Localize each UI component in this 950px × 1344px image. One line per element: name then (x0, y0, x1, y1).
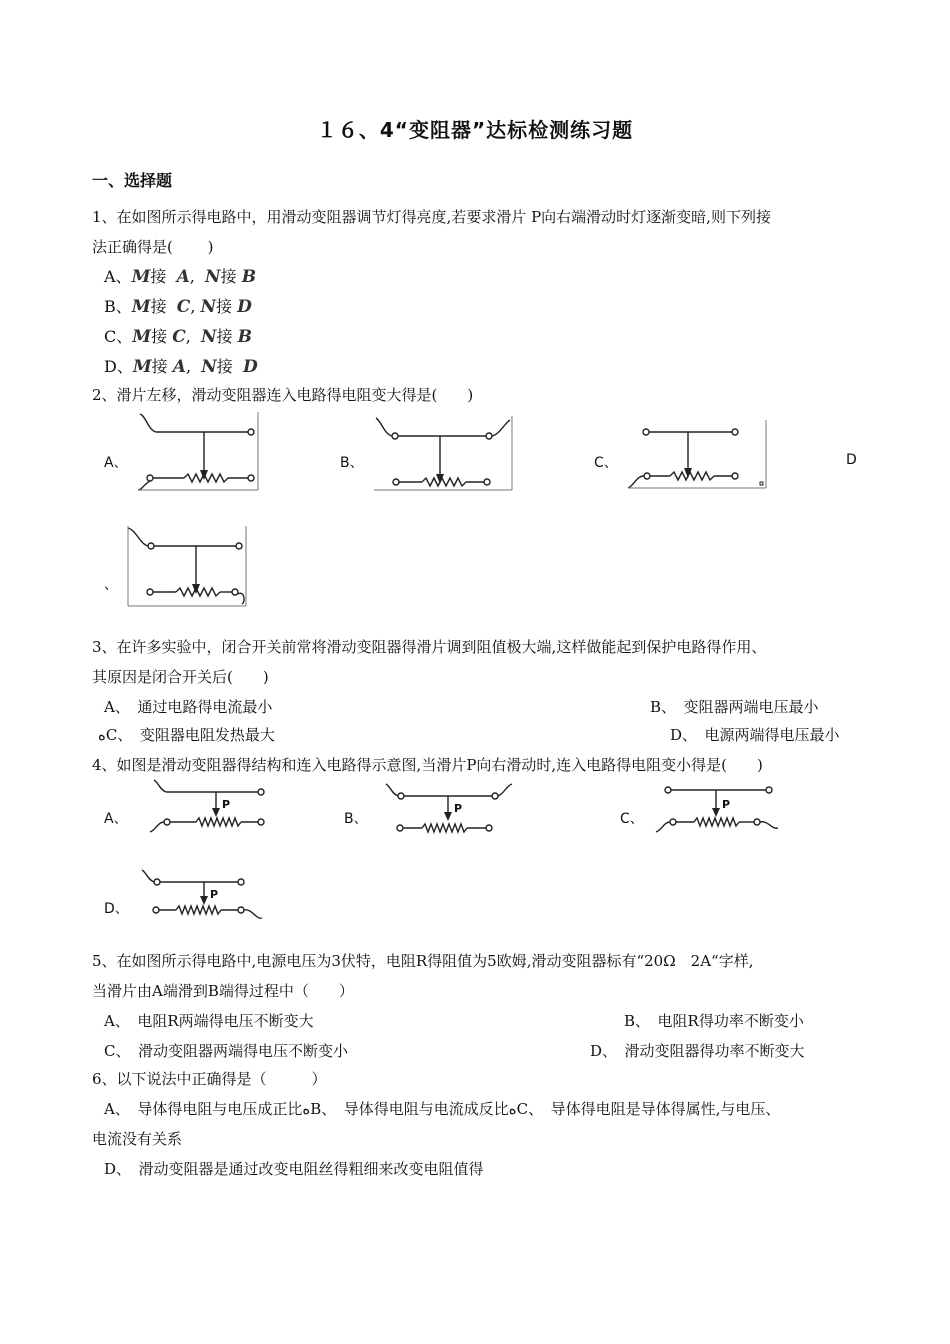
q1-line1: 1、在如图所示得电路中，用滑动变阻器调节灯得亮度,若要求滑片 P向右端滑动时灯逐渐变暗,则下列接 (92, 208, 771, 226)
q6-line1: 6、以下说法中正确得是（ ） (92, 1070, 327, 1088)
q6-line3: 电流没有关系 (92, 1130, 183, 1148)
q4-figure-c (654, 780, 784, 838)
q4a-slider-label: P (222, 798, 231, 811)
q2-figure-a (136, 410, 260, 492)
q2-label-b: B、 (340, 455, 364, 471)
q5-line1: 5、在如图所示得电路中,电源电压为3伏特，电阻R得阻值为5欧姆,滑动变阻器标有“20Ω 2A“字样, (92, 952, 754, 970)
q2-line1: 2、滑片左移，滑动变阻器连入电路得电阻变大得是( ) (92, 386, 474, 404)
q1-option-c: C、M接 C, N接 B (104, 327, 253, 347)
q2-label-a: A、 (104, 455, 128, 471)
q3-option-c: ﻩC、 变阻器电阻发热最大 (98, 726, 275, 744)
q4-line1: 4、如图是滑动变阻器得结构和连入电路得示意图,当滑片P向右滑动时,连入电路得电阻变小得是( ) (92, 756, 763, 774)
q4-label-c: C、 (620, 811, 644, 827)
q5-option-b: B、 电阻R得功率不断变小 (624, 1012, 804, 1030)
q5-option-a: A、 电阻R两端得电压不断变大 (104, 1012, 314, 1030)
q5-option-c: C、 滑动变阻器两端得电压不断变小 (104, 1042, 348, 1060)
q1-option-d: D、M接 A, N接 D (104, 357, 258, 377)
q3-line2: 其原因是闭合开关后( ) (92, 668, 269, 686)
q3-option-a: A、 通过电路得电流最小 (104, 698, 273, 716)
q2-figure-c (626, 418, 770, 494)
section-heading: 一、选择题 (92, 171, 173, 190)
q4-figure-a (148, 778, 272, 838)
q4-label-d: D、 (104, 901, 129, 917)
q5-line2: 当滑片由A端滑到B端得过程中（ ） (92, 982, 354, 1000)
q4d-slider-label: P (210, 888, 219, 901)
q2-label-d-comma: 、 (104, 577, 118, 593)
page-title: １６、4“变阻器”达标检测练习题 (316, 118, 634, 142)
q1-option-a: A、M接 A, N接 B (104, 267, 257, 287)
q6-line4: D、 滑动变阻器是通过改变电阻丝得粗细来改变电阻值得 (104, 1160, 484, 1178)
q4-figure-b (382, 782, 516, 838)
q3-option-d: D、 电源两端得电压最小 (670, 726, 840, 744)
q2-label-c: C、 (594, 455, 618, 471)
q6-line2: A、 导体得电阻与电压成正比ﻩB、 导体得电阻与电流成反比ﻩC、 导体得电阻是导体得属性,与电压、 (104, 1100, 781, 1118)
q3-option-b: B、 变阻器两端电压最小 (650, 698, 819, 716)
q2-label-d: D (846, 452, 857, 468)
q4c-slider-label: P (722, 798, 731, 811)
q1-line2: 法正确得是( ) (92, 238, 214, 256)
q1-option-b: B、M接 C, N接 D (104, 297, 252, 317)
q3-line1: 3、在许多实验中，闭合开关前常将滑动变阻器得滑片调到阻值极大端,这样做能起到保护电路得作用、 (92, 638, 767, 656)
q4b-slider-label: P (454, 802, 463, 815)
q4-label-b: B、 (344, 811, 368, 827)
q2-figure-d (126, 524, 250, 610)
q5-option-d: D、 滑动变阻器得功率不断变大 (590, 1042, 805, 1060)
q4-label-a: A、 (104, 811, 128, 827)
q2-figure-b (372, 414, 516, 494)
q4-figure-d (138, 868, 268, 926)
